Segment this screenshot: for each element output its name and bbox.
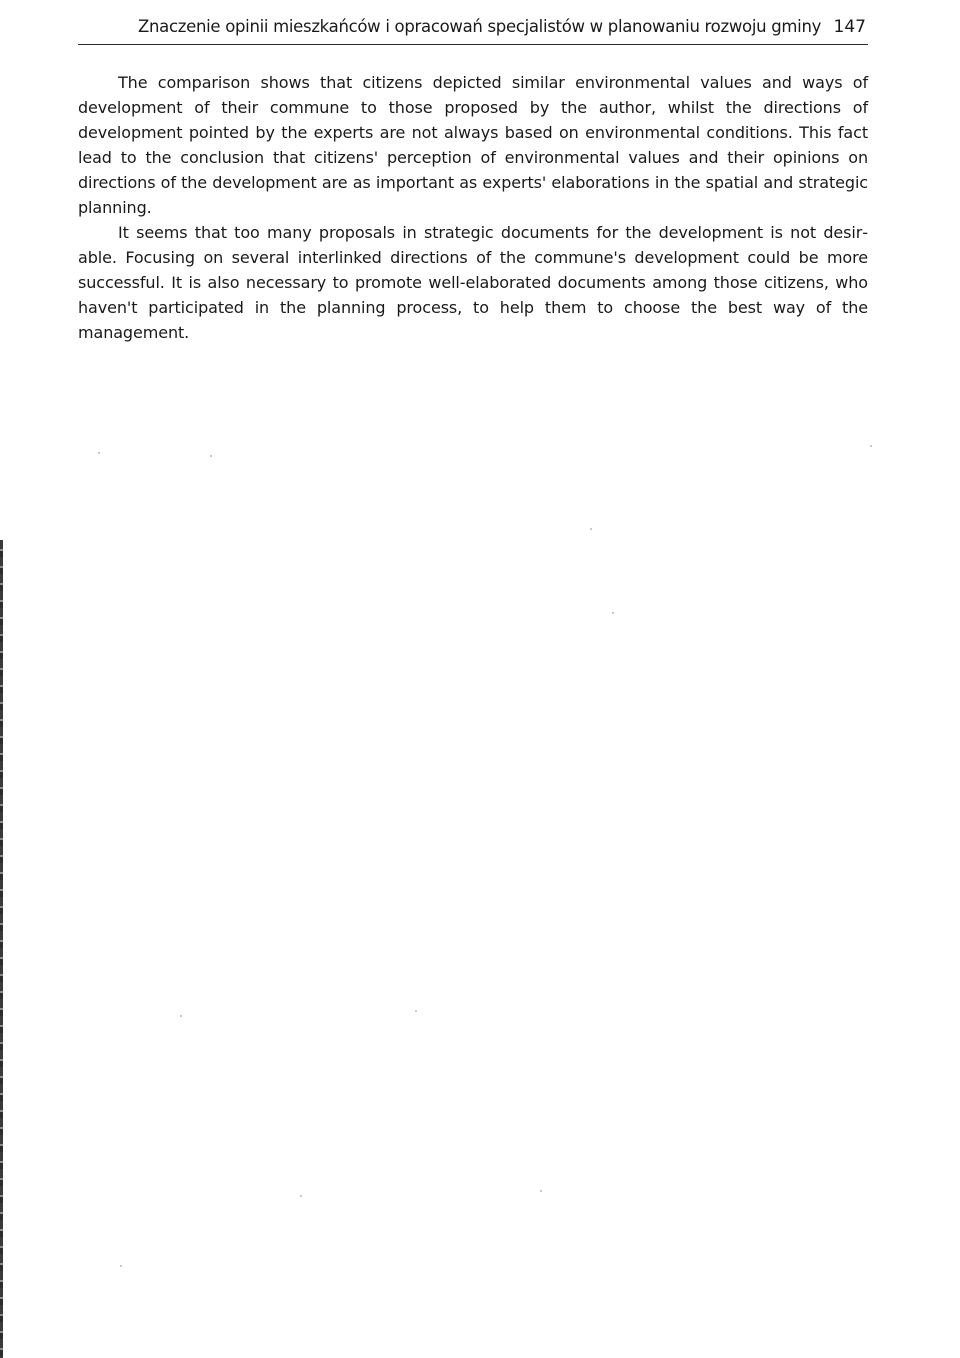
scan-speck [415,1010,417,1012]
paragraph-1: The comparison shows that citizens depicted similar environmental values and ways of development of their commune to those proposed by the author, whilst the directions of development pointed by the experts are not always based on environmental conditions. This fact lead to the conclusion that citizens' perception of environmental values and their opinions on directions of the development are as important as experts' elaborations in the spatial and strategic planning. [78,73,868,217]
page-number: 147 [833,17,866,37]
scan-speck [590,528,592,530]
scan-edge-shadow [0,540,3,1358]
body-text [78,70,868,345]
page-header [78,8,868,45]
paragraph-2: It seems that too many proposals in strategic documents for the development is not desirable. Focusing on several interlinked directions of the commune's development could be more successful. It is also necessary to promote well-elaborated documents among those citizens, who haven't participated in the planning process, to help them to choose the best way of the management. [78,223,868,342]
scan-speck [870,445,872,447]
scan-speck [120,1265,122,1267]
scan-speck [300,1195,302,1197]
scan-speck [98,452,100,454]
running-title: Znaczenie opinii mieszkańców i opracowań specjalistów w planowaniu rozwoju gminy [138,17,822,36]
scan-speck [210,455,212,457]
scan-speck [180,1015,182,1017]
scan-speck [540,1190,542,1192]
scan-speck [612,612,614,614]
